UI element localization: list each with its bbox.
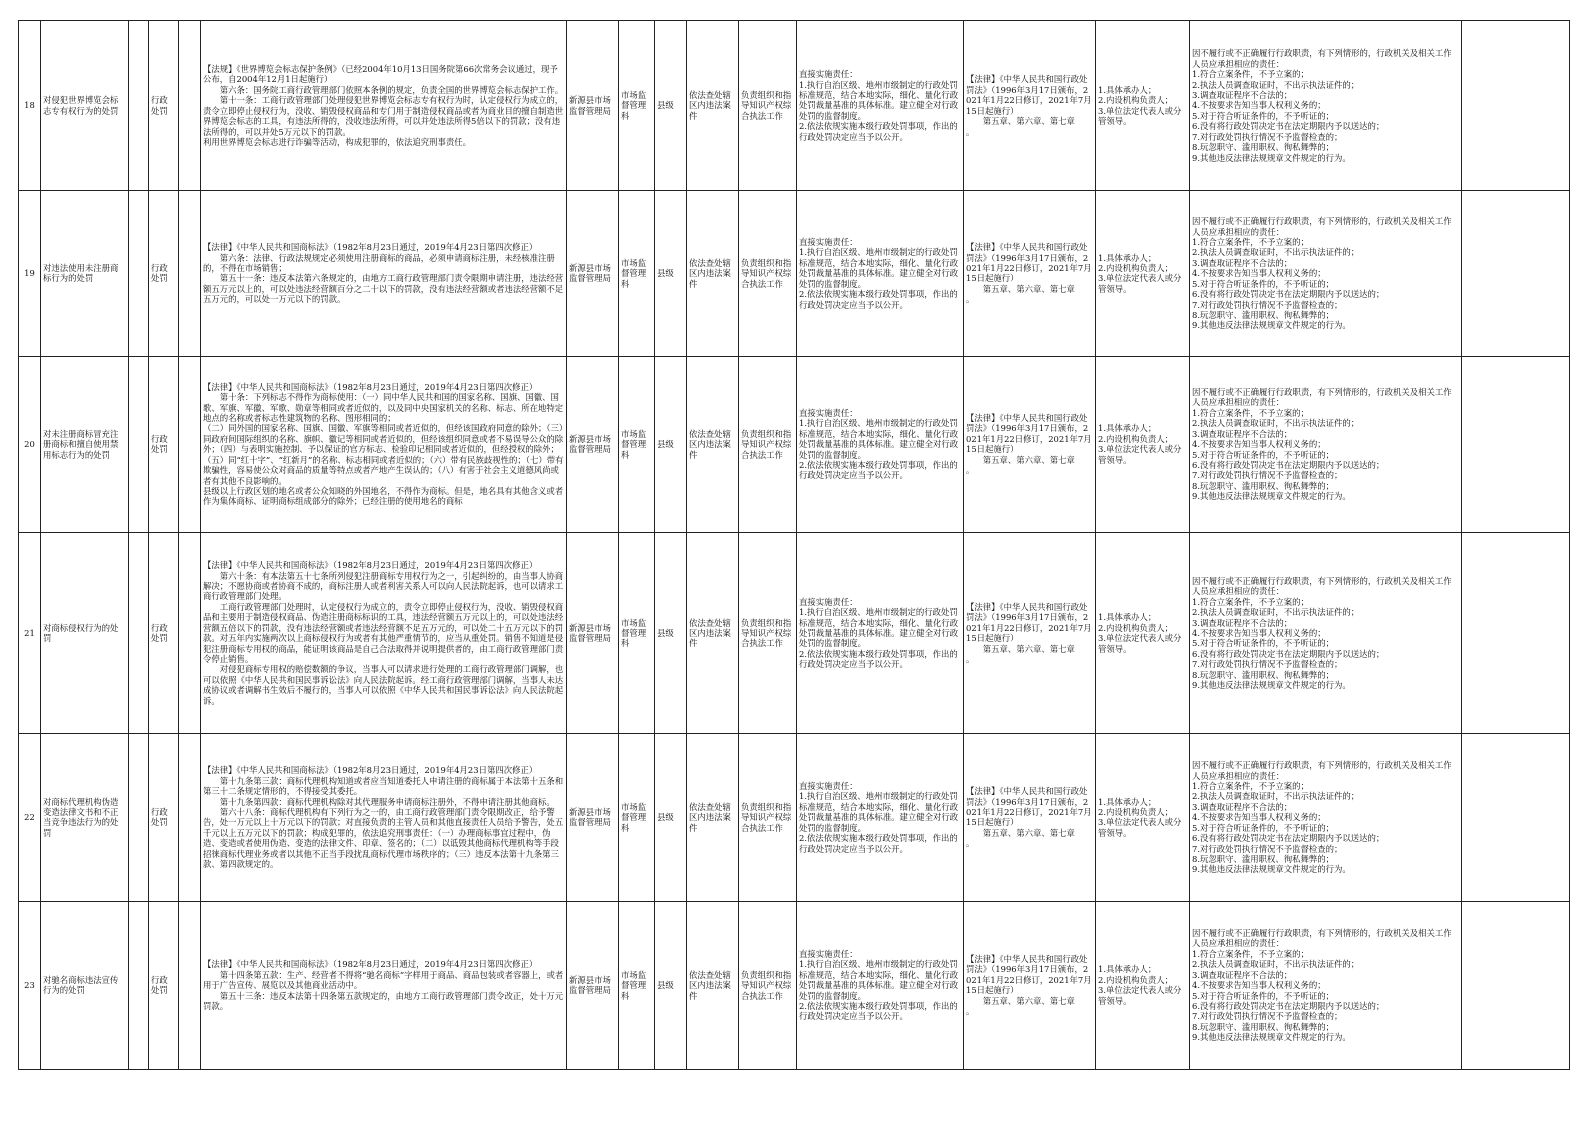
legal-basis-paragraph: 第十四条第五款：生产、经营者不得将“驰名商标”字样用于商品、商品包装或者容器上，或者用于广告宣传、展览以及其他商业活动中。 (203, 969, 564, 991)
empty-cell (179, 532, 201, 733)
legal-basis-paragraph: （五）同“红十字”、“红新月”的名称、标志相同或者近似的；（六）带有民族歧视性的；（七）带有欺骗性，容易使公众对商品的质量等特点或者产地产生误认的；（八）有害于社会主义道德风尚或者有其他不良影响的。 (203, 454, 564, 486)
legal-basis-text (203, 382, 564, 507)
person-line: 3.单位法定代表人或分管领导。 (1098, 444, 1182, 465)
person-line: 2.内设机构负责人； (1098, 95, 1173, 106)
penalty-list-table (18, 20, 1570, 1070)
legal-basis-text (203, 560, 564, 706)
item-name: 对侵犯世界博览会标志专有权行为的处罚 (41, 21, 129, 191)
legal-basis-text (203, 64, 564, 147)
legal-basis-text (203, 959, 564, 1011)
accountability-line: 9.其他违反法律法规规章文件规定的行为。 (1192, 320, 1351, 331)
responsible-department: 市场监督管理科 (619, 191, 655, 356)
legal-basis-paragraph: 【法律】《中华人民共和国商标法》（1982年8月23日通过，2019年4月23日第四次修正） (203, 765, 538, 776)
law-line: 【法律】《中华人民共和国行政处罚法》（1996年3月17日颁布，2021年1月22日修订，2021年7月15日起施行） (966, 74, 1092, 116)
accountability-line: 8.玩忽职守、滥用职权、徇私舞弊的； (1192, 309, 1334, 320)
legal-basis-paragraph: 第十条：下列标志不得作为商标使用：（一）同中华人民共和国的国家名称、国旗、国徽、国歌、军旗、军徽、军歌、勋章等相同或者近似的，以及同中央国家机关的名称、标志、所在地特定地点的名称或者标志性建筑物的名称、图形相同的； (203, 392, 564, 424)
accountability-line: 2.执法人员调查取证时，不出示执法证件的； (1192, 418, 1360, 429)
legal-basis-paragraph: 【法规】《世界博览会标志保护条例》（已经2004年10月13日国务院第66次常务会议通过，现予公布，自2004年12月1日起施行） (203, 63, 558, 85)
department-duty: 负责组织和指导知识产权综合执法工作 (739, 356, 797, 532)
person-line: 1.具体承办人； (1098, 964, 1157, 975)
department-duty: 负责组织和指导知识产权综合执法工作 (739, 901, 797, 1069)
accountability-line: 6.没有将行政处罚决定书在法定期限内予以送达的； (1192, 833, 1385, 844)
jurisdiction-scope: 依法查处辖区内违法案件 (687, 901, 739, 1069)
accountability-line: 因不履行或不正确履行行政职责，有下列情形的，行政机关及相关工作人员应承担相应的责任： (1192, 48, 1452, 69)
implementation-responsibility (797, 21, 964, 191)
implementing-agency: 新源县市场监督管理局 (567, 532, 619, 733)
implementing-agency: 新源县市场监督管理局 (567, 21, 619, 191)
law-line: 。 (966, 838, 975, 849)
law-line: 【法律】《中华人民共和国行政处罚法》（1996年3月17日颁布，2021年1月22日修订，2021年7月15日起施行） (966, 413, 1092, 455)
responsibility-line: 2.依法依规实施本级行政处罚事项，作出的行政处罚决定应当予以公开。 (799, 459, 958, 481)
responsibility-line: 直接实施责任： (799, 781, 858, 791)
person-line: 3.单位法定代表人或分管领导。 (1098, 633, 1182, 654)
accountability-line: 9.其他违反法律法规规章文件规定的行为。 (1192, 680, 1351, 691)
person-line: 3.单位法定代表人或分管领导。 (1098, 273, 1182, 294)
remarks-cell (1462, 356, 1570, 532)
accountability-line: 5.对于符合听证条件的，不予听证的； (1192, 449, 1334, 460)
legal-basis-paragraph: 第五十一条：违反本法第六条规定的，由地方工商行政管理部门责令限期申请注册，违法经营额五万元以上的，可以处违法经营额百分之二十以下的罚款，没有违法经营额或者违法经营额不足五万元的，可以处一万元以下的罚款。 (203, 273, 564, 305)
law-line: 【法律】《中华人民共和国行政处罚法》（1996年3月17日颁布，2021年1月22日修订，2021年7月15日起施行） (966, 954, 1092, 996)
legal-basis (201, 191, 567, 356)
accountability-line: 2.执法人员调查取证时，不出示执法证件的； (1192, 247, 1360, 258)
accountability-line: 3.调查取证程序不合法的； (1192, 617, 1293, 628)
responsibility-line: 2.依法依规实施本级行政处罚事项，作出的行政处罚决定应当予以公开。 (799, 121, 958, 142)
person-line: 2.内设机构负责人； (1098, 622, 1173, 633)
accountability-line: 7.对行政处罚执行情况不予监督检查的； (1192, 1011, 1343, 1022)
accountability-line: 1.符合立案条件，不予立案的； (1192, 781, 1309, 791)
responsible-persons (1096, 356, 1190, 532)
accountability-law (964, 356, 1096, 532)
law-line: 【法律】《中华人民共和国行政处罚法》（1996年3月17日颁布，2021年1月22日修订，2021年7月15日起施行） (966, 601, 1092, 644)
accountability-line: 7.对行政处罚执行情况不予监督检查的； (1192, 299, 1343, 310)
jurisdiction-scope: 依法查处辖区内违法案件 (687, 356, 739, 532)
accountability-line: 4.不按要求告知当事人权利义务的； (1192, 439, 1326, 450)
admin-level: 县级 (655, 734, 687, 901)
responsible-persons (1096, 21, 1190, 191)
law-line: 【法律】《中华人民共和国行政处罚法》（1996年3月17日颁布，2021年1月22日修订，2021年7月15日起施行） (966, 242, 1092, 284)
implementation-responsibility (797, 356, 964, 532)
responsible-persons (1096, 532, 1190, 733)
legal-basis-paragraph: 第十一条：工商行政管理部门处理侵犯世界博览会标志专有权行为时，认定侵权行为成立的，责令立即停止侵权行为，没收、销毁侵权商品和专门用于制造侵权商品或者为商业目的擅自制造世界博览会标志的工具，有违法所得的，没收违法所得，可以并处违法所得5倍以下的罚款；没有违法所得的，可以并处5万元以下的罚款。 (203, 95, 564, 137)
responsible-department: 市场监督管理科 (619, 734, 655, 901)
responsibility-line: 1.执行自治区级、地州市级制定的行政处罚标准规范，结合本地实际，细化、量化行政处罚裁量基准的具体标准。建立健全对行政处罚的监督制度。 (799, 79, 959, 121)
accountability-situations (1190, 901, 1462, 1069)
remarks-cell (1462, 901, 1570, 1069)
accountability-line: 因不履行或不正确履行行政职责，有下列情形的，行政机关及相关工作人员应承担相应的责任： (1192, 928, 1452, 949)
accountability-situations (1190, 191, 1462, 356)
responsible-department: 市场监督管理科 (619, 901, 655, 1069)
legal-basis-paragraph: 【法律】《中华人民共和国商标法》（1982年8月23日通过，2019年4月23日第四次修正） (203, 560, 538, 571)
table-row (19, 21, 1570, 191)
table-row (19, 901, 1570, 1069)
accountability-situations (1190, 21, 1462, 191)
item-type: 行政处罚 (149, 901, 179, 1069)
accountability-line: 2.执法人员调查取证时，不出示执法证件的； (1192, 959, 1360, 970)
accountability-line: 9.其他违反法律法规规章文件规定的行为。 (1192, 1032, 1351, 1043)
law-line: 第五章、第六章、第七章 (966, 643, 1075, 654)
person-line: 1.具体承办人； (1098, 612, 1157, 623)
department-duty: 负责组织和指导知识产权综合执法工作 (739, 734, 797, 901)
empty-cell (129, 356, 149, 532)
responsibility-line: 直接实施责任： (799, 948, 858, 959)
law-line: 。 (966, 126, 975, 137)
accountability-line: 7.对行政处罚执行情况不予监督检查的； (1192, 470, 1343, 481)
law-line: 第五章、第六章、第七章 (966, 283, 1075, 294)
legal-basis-paragraph: 【法律】《中华人民共和国商标法》（1982年8月23日通过，2019年4月23日第四次修正） (203, 959, 538, 970)
accountability-line: 4.不按要求告知当事人权利义务的； (1192, 812, 1326, 823)
accountability-line: 因不履行或不正确履行行政职责，有下列情形的，行政机关及相关工作人员应承担相应的责任： (1192, 386, 1452, 408)
responsibility-line: 1.执行自治区级、地州市级制定的行政处罚标准规范，结合本地实际，细化、量化行政处罚裁量基准的具体标准。建立健全对行政处罚的监督制度。 (799, 791, 959, 833)
row-number: 20 (19, 356, 41, 532)
admin-level: 县级 (655, 901, 687, 1069)
accountability-line: 7.对行政处罚执行情况不予监督检查的； (1192, 843, 1343, 854)
law-line: 第五章、第六章、第七章 (966, 454, 1075, 465)
row-number: 21 (19, 532, 41, 733)
empty-cell (179, 21, 201, 191)
accountability-line: 7.对行政处罚执行情况不予监督检查的； (1192, 659, 1343, 670)
empty-cell (129, 532, 149, 733)
item-type: 行政处罚 (149, 356, 179, 532)
accountability-line: 3.调查取证程序不合法的； (1192, 90, 1293, 101)
accountability-line: 4.不按要求告知当事人权利义务的； (1192, 268, 1326, 279)
responsibility-line: 1.执行自治区级、地州市级制定的行政处罚标准规范，结合本地实际，细化、量化行政处罚裁量基准的具体标准。建立健全对行政处罚的监督制度。 (799, 959, 959, 1001)
admin-level: 县级 (655, 356, 687, 532)
responsibility-line: 1.执行自治区级、地州市级制定的行政处罚标准规范，结合本地实际，细化、量化行政处罚裁量基准的具体标准。建立健全对行政处罚的监督制度。 (799, 418, 959, 460)
responsibility-line: 直接实施责任： (799, 596, 858, 607)
responsibility-line: 2.依法依规实施本级行政处罚事项，作出的行政处罚决定应当予以公开。 (799, 1000, 958, 1022)
law-line: 第五章、第六章、第七章 (966, 116, 1075, 127)
jurisdiction-scope: 依法查处辖区内违法案件 (687, 532, 739, 733)
accountability-line: 9.其他违反法律法规规章文件规定的行为。 (1192, 864, 1351, 875)
accountability-line: 1.符合立案条件，不予立案的； (1192, 236, 1309, 247)
legal-basis-paragraph: 【法律】《中华人民共和国商标法》（1982年8月23日通过，2019年4月23日第四次修正） (203, 242, 538, 253)
person-line: 3.单位法定代表人或分管领导。 (1098, 985, 1182, 1006)
legal-basis-paragraph: 第十九条第三款：商标代理机构知道或者应当知道委托人申请注册的商标属于本法第十五条和第三十二条规定情形的，不得接受其委托。 (203, 775, 564, 797)
legal-basis (201, 734, 567, 901)
accountability-line: 5.对于符合听证条件的，不予听证的； (1192, 638, 1334, 649)
law-line: 【法律】《中华人民共和国行政处罚法》（1996年3月17日颁布，2021年1月22日修订，2021年7月15日起施行） (966, 786, 1092, 828)
responsibility-line: 1.执行自治区级、地州市级制定的行政处罚标准规范，结合本地实际，细化、量化行政处罚裁量基准的具体标准。建立健全对行政处罚的监督制度。 (799, 607, 959, 649)
accountability-line: 3.调查取证程序不合法的； (1192, 969, 1293, 980)
law-line: 。 (966, 294, 975, 305)
table-row (19, 734, 1570, 901)
admin-level: 县级 (655, 532, 687, 733)
responsible-persons (1096, 734, 1190, 901)
accountability-line: 3.调查取证程序不合法的； (1192, 801, 1293, 812)
item-type: 行政处罚 (149, 532, 179, 733)
empty-cell (179, 734, 201, 901)
admin-level: 县级 (655, 21, 687, 191)
accountability-situations (1190, 356, 1462, 532)
empty-cell (129, 191, 149, 356)
empty-cell (129, 734, 149, 901)
legal-basis-paragraph: （二）同外国的国家名称、国旗、国徽、军旗等相同或者近似的，但经该国政府同意的除外；（三）同政府间国际组织的名称、旗帜、徽记等相同或者近似的，但经该组织同意或者不易误导公众的除外；（四）与表明实施控制、予以保证的官方标志、检验印记相同或者近似的，但经授权的除外； (203, 423, 564, 455)
accountability-line: 7.对行政处罚执行情况不予监督检查的； (1192, 131, 1343, 142)
accountability-law (964, 901, 1096, 1069)
accountability-line: 9.其他违反法律法规规章文件规定的行为。 (1192, 152, 1351, 163)
legal-basis-paragraph: 县级以上行政区划的地名或者公众知晓的外国地名，不得作为商标。但是，地名具有其他含义或者作为集体商标、证明商标组成部分的除外；已经注册的使用地名的商标 (203, 485, 564, 507)
law-line: 第五章、第六章、第七章 (966, 995, 1075, 1006)
item-type: 行政处罚 (149, 21, 179, 191)
person-line: 2.内设机构负责人； (1098, 807, 1173, 818)
accountability-line: 4.不按要求告知当事人权利义务的； (1192, 100, 1326, 111)
law-line: 第五章、第六章、第七章 (966, 827, 1075, 838)
accountability-line: 8.玩忽职守、滥用职权、徇私舞弊的； (1192, 142, 1334, 153)
accountability-line: 1.符合立案条件，不予立案的； (1192, 407, 1309, 418)
accountability-line: 4.不按要求告知当事人权利义务的； (1192, 980, 1326, 991)
accountability-line: 5.对于符合听证条件的，不予听证的； (1192, 278, 1334, 289)
accountability-law (964, 532, 1096, 733)
empty-cell (129, 901, 149, 1069)
person-line: 2.内设机构负责人； (1098, 974, 1173, 985)
person-line: 2.内设机构负责人； (1098, 263, 1173, 274)
responsible-department: 市场监督管理科 (619, 356, 655, 532)
accountability-line: 4.不按要求告知当事人权利义务的； (1192, 627, 1326, 638)
row-number: 19 (19, 191, 41, 356)
table-row (19, 356, 1570, 532)
person-line: 3.单位法定代表人或分管领导。 (1098, 105, 1182, 127)
department-duty: 负责组织和指导知识产权综合执法工作 (739, 191, 797, 356)
department-duty: 负责组织和指导知识产权综合执法工作 (739, 21, 797, 191)
accountability-line: 6.没有将行政处罚决定书在法定期限内予以送达的； (1192, 459, 1385, 470)
accountability-line: 1.符合立案条件，不予立案的； (1192, 948, 1309, 959)
implementing-agency: 新源县市场监督管理局 (567, 356, 619, 532)
remarks-cell (1462, 532, 1570, 733)
accountability-line: 6.没有将行政处罚决定书在法定期限内予以送达的； (1192, 648, 1385, 659)
person-line: 3.单位法定代表人或分管领导。 (1098, 817, 1182, 838)
legal-basis (201, 532, 567, 733)
remarks-cell (1462, 191, 1570, 356)
responsibility-line: 直接实施责任： (799, 236, 858, 247)
accountability-situations (1190, 532, 1462, 733)
legal-basis (201, 356, 567, 532)
accountability-situations (1190, 734, 1462, 901)
implementing-agency: 新源县市场监督管理局 (567, 901, 619, 1069)
responsibility-line: 1.执行自治区级、地州市级制定的行政处罚标准规范，结合本地实际，细化、量化行政处罚裁量基准的具体标准。建立健全对行政处罚的监督制度。 (799, 247, 959, 289)
implementing-agency: 新源县市场监督管理局 (567, 191, 619, 356)
law-line: 。 (966, 1006, 975, 1017)
accountability-line: 8.玩忽职守、滥用职权、徇私舞弊的； (1192, 480, 1334, 491)
department-duty: 负责组织和指导知识产权综合执法工作 (739, 532, 797, 733)
item-name: 对商标侵权行为的处罚 (41, 532, 129, 733)
accountability-line: 1.符合立案条件，不予立案的； (1192, 596, 1309, 607)
accountability-line: 3.调查取证程序不合法的； (1192, 428, 1293, 439)
implementing-agency: 新源县市场监督管理局 (567, 734, 619, 901)
responsibility-line: 直接实施责任： (799, 69, 858, 80)
item-name: 对未注册商标冒充注册商标和擅自使用禁用标志行为的处罚 (41, 356, 129, 532)
accountability-line: 因不履行或不正确履行行政职责，有下列情形的，行政机关及相关工作人员应承担相应的责任： (1192, 575, 1452, 597)
accountability-line: 9.其他违反法律法规规章文件规定的行为。 (1192, 491, 1351, 502)
jurisdiction-scope: 依法查处辖区内违法案件 (687, 734, 739, 901)
remarks-cell (1462, 21, 1570, 191)
accountability-line: 3.调查取证程序不合法的； (1192, 257, 1293, 268)
legal-basis-paragraph: 利用世界博览会标志进行诈骗等活动，构成犯罪的，依法追究刑事责任。 (203, 136, 471, 147)
person-line: 1.具体承办人； (1098, 252, 1157, 263)
legal-basis-paragraph: 【法律】《中华人民共和国商标法》（1982年8月23日通过，2019年4月23日第四次修正） (203, 381, 538, 392)
remarks-cell (1462, 734, 1570, 901)
legal-basis-paragraph: 第十九条第四款：商标代理机构除对其代理服务申请商标注册外，不得申请注册其他商标。 (203, 796, 555, 807)
item-name: 对违法使用未注册商标行为的处罚 (41, 191, 129, 356)
person-line: 1.具体承办人； (1098, 423, 1157, 434)
legal-basis-paragraph: 工商行政管理部门处理时，认定侵权行为成立的，责令立即停止侵权行为，没收、销毁侵权商品和主要用于制造侵权商品、伪造注册商标标识的工具，违法经营额五万元以上的，可以处违法经营额五倍以下的罚款，没有违法经营额或者违法经营额不足五万元的，可以处二十五万元以下的罚款。对五年内实施两次以上商标侵权行为或者有其他严重情节的，应当从重处罚。销售不知道是侵犯注册商标专用权的商品，能证明该商品是自己合法取得并说明提供者的，由工商行政管理部门责令停止销售。 (203, 601, 564, 664)
row-number: 23 (19, 901, 41, 1069)
person-line: 1.具体承办人； (1098, 84, 1157, 95)
legal-basis (201, 21, 567, 191)
accountability-line: 8.玩忽职守、滥用职权、徇私舞弊的； (1192, 669, 1334, 680)
implementation-responsibility (797, 191, 964, 356)
legal-basis (201, 901, 567, 1069)
table-row (19, 191, 1570, 356)
accountability-line: 2.执法人员调查取证时，不出示执法证件的； (1192, 607, 1360, 618)
empty-cell (179, 191, 201, 356)
accountability-line: 5.对于符合听证条件的，不予听证的； (1192, 990, 1334, 1001)
accountability-line: 因不履行或不正确履行行政职责，有下列情形的，行政机关及相关工作人员应承担相应的责任： (1192, 760, 1452, 781)
law-line: 。 (966, 465, 975, 476)
legal-basis-text (203, 242, 564, 305)
accountability-line: 8.玩忽职守、滥用职权、徇私舞弊的； (1192, 1021, 1334, 1032)
accountability-line: 因不履行或不正确履行行政职责，有下列情形的，行政机关及相关工作人员应承担相应的责任： (1192, 216, 1452, 237)
legal-basis-paragraph: 第六条：法律、行政法规规定必须使用注册商标的商品，必须申请商标注册，未经核准注册的，不得在市场销售； (203, 252, 555, 274)
item-type: 行政处罚 (149, 734, 179, 901)
person-line: 2.内设机构负责人； (1098, 433, 1173, 444)
table-row (19, 532, 1570, 733)
implementation-responsibility (797, 734, 964, 901)
implementation-responsibility (797, 532, 964, 733)
item-name: 对商标代理机构伪造变造法律文书和不正当竞争违法行为的处罚 (41, 734, 129, 901)
accountability-line: 5.对于符合听证条件的，不予听证的； (1192, 110, 1334, 121)
empty-cell (179, 901, 201, 1069)
legal-basis-paragraph: 第六十条：有本法第五十七条所列侵犯注册商标专用权行为之一，引起纠纷的，由当事人协商解决；不愿协商或者协商不成的，商标注册人或者利害关系人可以向人民法院起诉，也可以请求工商行政管理部门处理。 (203, 570, 564, 602)
accountability-law (964, 734, 1096, 901)
responsibility-line: 2.依法依规实施本级行政处罚事项，作出的行政处罚决定应当予以公开。 (799, 833, 958, 854)
accountability-law (964, 191, 1096, 356)
responsibility-line: 2.依法依规实施本级行政处罚事项，作出的行政处罚决定应当予以公开。 (799, 289, 958, 310)
responsible-department: 市场监督管理科 (619, 21, 655, 191)
legal-basis-paragraph: 第六条：国务院工商行政管理部门依照本条例的规定，负责全国的世界博览会标志保护工作。 (203, 84, 564, 95)
responsible-persons (1096, 901, 1190, 1069)
person-line: 1.具体承办人； (1098, 796, 1157, 807)
empty-cell (179, 356, 201, 532)
accountability-line: 2.执法人员调查取证时，不出示执法证件的； (1192, 791, 1360, 802)
accountability-line: 1.符合立案条件，不予立案的； (1192, 69, 1309, 80)
legal-basis-paragraph: 对侵犯商标专用权的赔偿数额的争议，当事人可以请求进行处理的工商行政管理部门调解，也可以依照《中华人民共和国民事诉讼法》向人民法院起诉。经工商行政管理部门调解，当事人未达成协议或者调解书生效后不履行的，当事人可以依照《中华人民共和国民事诉讼法》向人民法院起诉。 (203, 664, 564, 706)
row-number: 22 (19, 734, 41, 901)
responsible-department: 市场监督管理科 (619, 532, 655, 733)
accountability-line: 6.没有将行政处罚决定书在法定期限内予以送达的； (1192, 1000, 1385, 1011)
admin-level: 县级 (655, 191, 687, 356)
accountability-line: 6.没有将行政处罚决定书在法定期限内予以送达的； (1192, 289, 1385, 300)
accountability-law (964, 21, 1096, 191)
legal-basis-paragraph: 第五十三条：违反本法第十四条第五款规定的，由地方工商行政管理部门责令改正，处十万元罚款。 (203, 990, 564, 1011)
item-name: 对驰名商标违法宣传行为的处罚 (41, 901, 129, 1069)
accountability-line: 5.对于符合听证条件的，不予听证的； (1192, 822, 1334, 833)
implementation-responsibility (797, 901, 964, 1069)
responsibility-line: 直接实施责任： (799, 407, 858, 418)
row-number: 18 (19, 21, 41, 191)
item-type: 行政处罚 (149, 191, 179, 356)
legal-basis-text (203, 765, 564, 869)
responsible-persons (1096, 191, 1190, 356)
jurisdiction-scope: 依法查处辖区内违法案件 (687, 21, 739, 191)
accountability-line: 8.玩忽职守、滥用职权、徇私舞弊的； (1192, 853, 1334, 864)
legal-basis-paragraph: 第六十八条：商标代理机构有下列行为之一的，由工商行政管理部门责令限期改正，给予警告，处一万元以上十万元以下的罚款；对直接负责的主管人员和其他直接责任人员给予警告，处五千元以上五万元以下的罚款；构成犯罪的，依法追究刑事责任：（一）办理商标事宜过程中，伪造、变造或者使用伪造、变造的法律文件、印章、签名的；（二）以诋毁其他商标代理机构等手段招徕商标代理业务或者以其他不正当手段扰乱商标代理市场秩序的；（三）违反本法第十九条第三款、第四款规定的。 (203, 807, 564, 870)
accountability-line: 2.执法人员调查取证时，不出示执法证件的； (1192, 79, 1360, 90)
empty-cell (129, 21, 149, 191)
accountability-line: 6.没有将行政处罚决定书在法定期限内予以送达的； (1192, 121, 1385, 132)
responsibility-line: 2.依法依规实施本级行政处罚事项，作出的行政处罚决定应当予以公开。 (799, 648, 958, 670)
jurisdiction-scope: 依法查处辖区内违法案件 (687, 191, 739, 356)
law-line: 。 (966, 653, 975, 664)
